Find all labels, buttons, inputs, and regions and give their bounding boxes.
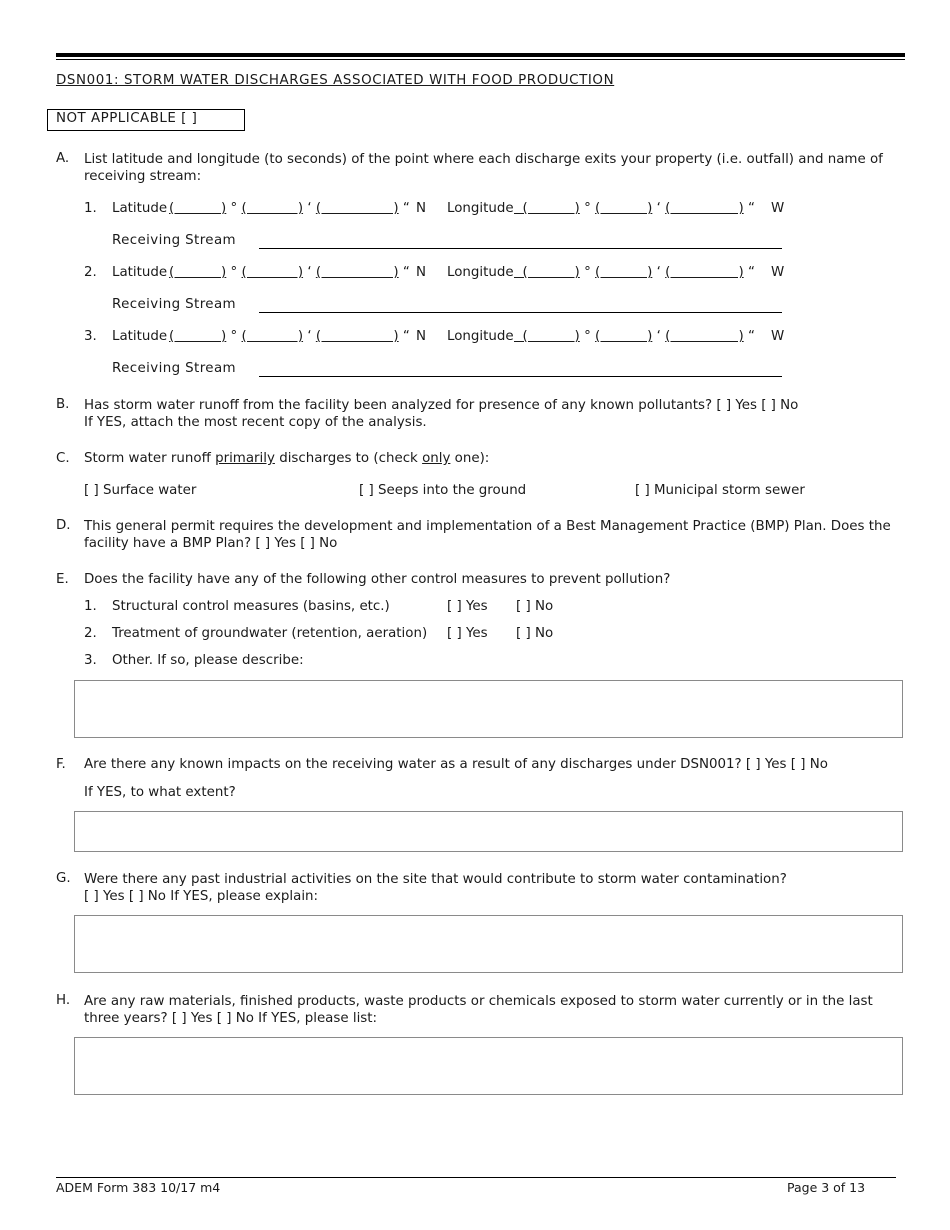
- section-e-question: Does the facility have any of the following other control measures to prevent pollution?: [84, 572, 671, 587]
- lat-sec-field[interactable]: ( ): [315, 201, 399, 216]
- outfall-number: 3.: [84, 329, 97, 344]
- exposed-materials-textbox[interactable]: [74, 1037, 903, 1095]
- north-label: N: [416, 201, 427, 216]
- section-a-letter: A.: [56, 151, 70, 166]
- outfall-number: 1.: [84, 201, 97, 216]
- lon-deg-field[interactable]: ( ): [514, 265, 580, 280]
- top-rule-thin: [56, 59, 905, 60]
- degree-symbol: °: [230, 201, 238, 216]
- section-b-line2: If YES, attach the most recent copy of the analysis.: [84, 415, 427, 430]
- lon-sec-field[interactable]: ( ): [665, 329, 744, 344]
- surface-water-checkbox[interactable]: [ ] Surface water: [84, 483, 197, 498]
- lat-deg-field[interactable]: ( ): [169, 265, 227, 280]
- longitude-fields[interactable]: [514, 265, 755, 280]
- section-c-letter: C.: [56, 451, 70, 466]
- e3-label: Other. If so, please describe:: [112, 653, 304, 668]
- section-c-mid: discharges to (check: [274, 451, 423, 466]
- page-number: Page 3 of 13: [787, 1180, 866, 1195]
- second-symbol: “: [747, 265, 755, 280]
- other-measures-textbox[interactable]: [74, 680, 903, 738]
- receiving-stream-label: Receiving Stream: [112, 361, 236, 376]
- second-symbol: “: [402, 201, 410, 216]
- lon-sec-field[interactable]: ( ): [665, 201, 744, 216]
- minute-symbol: ‘: [656, 265, 661, 280]
- lat-min-field[interactable]: ( ): [241, 265, 304, 280]
- impacts-extent-textbox[interactable]: [74, 811, 903, 852]
- north-label: N: [416, 265, 427, 280]
- section-d-question[interactable]: This general permit requires the development and implementation of a Best Management Practice (BMP) Plan. Does the facility have a BMP Plan? [ ] Yes [ ] No: [84, 519, 891, 551]
- latitude-label: Latitude: [112, 265, 168, 280]
- section-e-letter: E.: [56, 572, 69, 587]
- lat-min-field[interactable]: ( ): [241, 329, 304, 344]
- degree-symbol: °: [230, 265, 238, 280]
- lat-sec-field[interactable]: ( ): [315, 329, 399, 344]
- degree-symbol: °: [584, 329, 591, 344]
- e3-number: 3.: [84, 653, 97, 668]
- longitude-fields[interactable]: [514, 329, 755, 344]
- longitude-label: Longitude: [447, 201, 514, 216]
- seeps-ground-checkbox[interactable]: [ ] Seeps into the ground: [359, 483, 527, 498]
- minute-symbol: ‘: [656, 329, 661, 344]
- minute-symbol: ‘: [307, 329, 312, 344]
- lat-min-field[interactable]: ( ): [241, 201, 304, 216]
- degree-symbol: °: [230, 329, 238, 344]
- section-b-letter: B.: [56, 397, 70, 412]
- e1-no-checkbox[interactable]: [ ] No: [516, 599, 554, 614]
- section-g-letter: G.: [56, 871, 71, 886]
- receiving-stream-label: Receiving Stream: [112, 233, 236, 248]
- section-b-question: [84, 397, 904, 431]
- top-rule-thick: [56, 53, 905, 57]
- west-label: W: [771, 329, 785, 344]
- past-activities-textbox[interactable]: [74, 915, 903, 973]
- section-f-letter: F.: [56, 757, 66, 772]
- section-c-pre: Storm water runoff: [84, 451, 216, 466]
- section-c-question: [84, 451, 489, 466]
- e1-label: Structural control measures (basins, etc.): [112, 599, 390, 614]
- not-applicable-checkbox[interactable]: NOT APPLICABLE [ ]: [56, 111, 198, 126]
- receiving-stream-input[interactable]: [259, 376, 782, 377]
- form-id: ADEM Form 383 10/17 m4: [56, 1180, 221, 1195]
- form-section-title: DSN001: STORM WATER DISCHARGES ASSOCIATED WITH FOOD PRODUCTION: [56, 73, 615, 88]
- section-d-letter: D.: [56, 518, 71, 533]
- latitude-fields[interactable]: [169, 265, 410, 280]
- second-symbol: “: [747, 201, 755, 216]
- second-symbol: “: [747, 329, 755, 344]
- receiving-stream-input[interactable]: [259, 312, 782, 313]
- receiving-stream-input[interactable]: [259, 248, 782, 249]
- e1-yes-checkbox[interactable]: [ ] Yes: [447, 599, 488, 614]
- lat-deg-field[interactable]: ( ): [169, 201, 227, 216]
- north-label: N: [416, 329, 427, 344]
- receiving-stream-label: Receiving Stream: [112, 297, 236, 312]
- lon-min-field[interactable]: ( ): [595, 265, 653, 280]
- minute-symbol: ‘: [307, 201, 312, 216]
- latitude-fields[interactable]: [169, 329, 410, 344]
- section-a-question: List latitude and longitude (to seconds) of the point where each discharge exits your property (i.e. outfall) and name of receiving stream:: [84, 152, 883, 184]
- lat-deg-field[interactable]: ( ): [169, 329, 227, 344]
- e2-label: Treatment of groundwater (retention, aeration): [112, 626, 428, 641]
- section-c-post: one):: [450, 451, 490, 466]
- section-g-line1: Were there any past industrial activities on the site that would contribute to storm water contamination?: [84, 872, 787, 887]
- second-symbol: “: [402, 265, 410, 280]
- longitude-fields[interactable]: [514, 201, 755, 216]
- section-b-line1[interactable]: Has storm water runoff from the facility been analyzed for presence of any known pollutants? [ ] Yes [ ] No: [84, 398, 799, 413]
- west-label: W: [771, 265, 785, 280]
- municipal-sewer-checkbox[interactable]: [ ] Municipal storm sewer: [635, 483, 805, 498]
- section-f-question[interactable]: Are there any known impacts on the receiving water as a result of any discharges under DSN001? [ ] Yes [ ] No: [84, 757, 828, 772]
- lon-min-field[interactable]: ( ): [595, 201, 653, 216]
- latitude-fields[interactable]: [169, 201, 410, 216]
- lon-sec-field[interactable]: ( ): [665, 265, 744, 280]
- second-symbol: “: [402, 329, 410, 344]
- degree-symbol: °: [584, 201, 591, 216]
- e2-yes-checkbox[interactable]: [ ] Yes: [447, 626, 488, 641]
- section-c-primarily: primarily: [215, 451, 275, 466]
- section-f-sub: If YES, to what extent?: [84, 785, 236, 800]
- minute-symbol: ‘: [656, 201, 661, 216]
- section-g-question: [84, 871, 904, 905]
- section-h-letter: H.: [56, 993, 71, 1008]
- outfall-number: 2.: [84, 265, 97, 280]
- degree-symbol: °: [584, 265, 591, 280]
- section-c-only: only: [422, 451, 451, 466]
- west-label: W: [771, 201, 785, 216]
- lat-sec-field[interactable]: ( ): [315, 265, 399, 280]
- lon-min-field[interactable]: ( ): [595, 329, 653, 344]
- latitude-label: Latitude: [112, 201, 168, 216]
- minute-symbol: ‘: [307, 265, 312, 280]
- lon-deg-field[interactable]: ( ): [514, 201, 580, 216]
- footer-rule: [56, 1177, 896, 1178]
- section-g-line2[interactable]: [ ] Yes [ ] No If YES, please explain:: [84, 889, 319, 904]
- e2-no-checkbox[interactable]: [ ] No: [516, 626, 554, 641]
- e2-number: 2.: [84, 626, 97, 641]
- section-h-question[interactable]: Are any raw materials, finished products, waste products or chemicals exposed to storm water currently or in the last three years? [ ] Yes [ ] No If YES, please list:: [84, 994, 873, 1026]
- e1-number: 1.: [84, 599, 97, 614]
- longitude-label: Longitude: [447, 329, 514, 344]
- longitude-label: Longitude: [447, 265, 514, 280]
- lon-deg-field[interactable]: ( ): [514, 329, 580, 344]
- latitude-label: Latitude: [112, 329, 168, 344]
